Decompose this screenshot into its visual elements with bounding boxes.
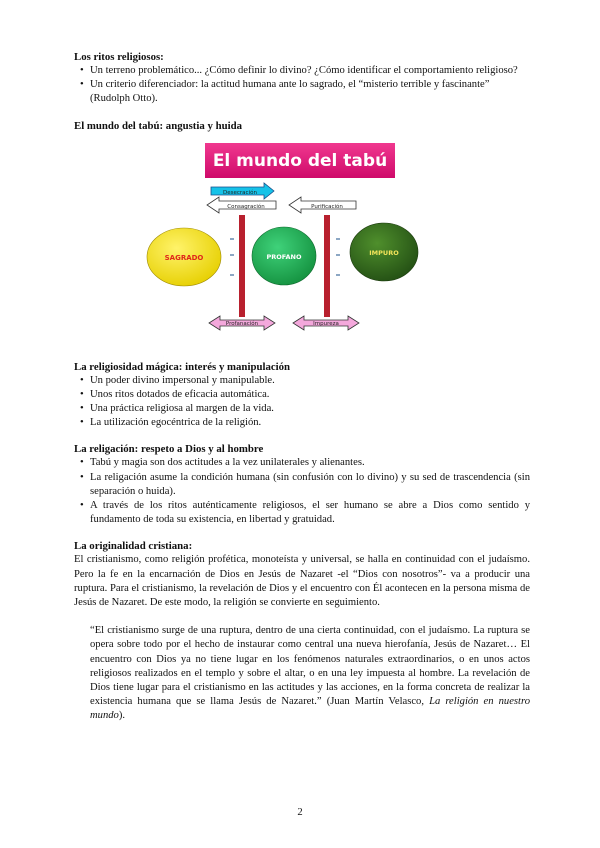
svg-text:Profanación: Profanación [225,320,259,327]
bullet-list [74,64,530,107]
circle-sagrado [147,228,221,286]
bar-left [239,215,245,317]
arrow-desecracion [211,183,274,199]
quote-source-title: La religión en nuestro mundo [90,696,530,722]
section-magica [74,360,530,431]
svg-text:Purificación: Purificación [311,203,343,210]
arrow-impureza [293,316,359,330]
list-item: • Tabú y magia son dos actitudes a la vez unilaterales y alienantes. [84,456,530,470]
svg-text:Desecración: Desecración [223,189,257,196]
bullet-list [74,374,530,431]
list-item: • Unos ritos dotados de eficacia automática. [84,388,530,402]
section-ritos [74,50,530,107]
section-heading: La religiosidad mágica: interés y manipulación [74,360,291,373]
list-item: • La religación asume la condición humana (sin confusión con lo divino) y su sed de trascendencia (sin separación o huida). [84,471,530,499]
quote-end: ). [118,710,126,722]
document-page [74,50,530,736]
svg-text:Consagración: Consagración [227,203,265,210]
list-item: • Una práctica religiosa al margen de la vida. [84,402,530,416]
section-religacion [74,442,530,527]
svg-text:Impureza: Impureza [313,320,339,327]
tabu-diagram-svg [74,143,530,348]
list-item: • Un terreno problemático... ¿Cómo definir lo divino? ¿Cómo identificar el comportamiento religioso? [84,64,530,78]
list-item: • La utilización egocéntrica de la religión. [84,416,530,430]
section-heading: La religación: respeto a Dios y al hombre [74,443,264,456]
arrow-consagracion [207,197,276,213]
block-quote [90,624,530,723]
bar-right [324,215,330,317]
svg-text:IMPURO: IMPURO [369,248,399,257]
section-tabu [74,119,530,133]
diagram-title: El mundo del tabú [212,150,388,171]
body-paragraph: El cristianismo, como religión profética, monoteísta y universal, se halla en continuidad con el judaísmo. Pero la fe en la encarnación de Dios en Jesús de Nazaret -el “Dios con nosotros”- va a producir una ruptura. Para el cristianismo, la revelación de Dios y el encuentro con Él acontecen en la persona misma de Jesús de Nazaret. De este modo, la religión se convierte en seguimiento. [74,554,530,609]
svg-text:SAGRADO: SAGRADO [164,253,204,262]
quote-text: “El cristianismo surge de una ruptura, dentro de una cierta continuidad, con el judaísmo. La ruptura se opera sobre todo por el hecho de instaurar como central una nueva hierofanía, Jesús de Nazaret… El encuentro con Dios ya no tiene lugar en los fenómenos naturales extraordinarios, o en unos actos religiosos realizados en el templo y sobre el altar, o en una ley impuesta al hombre. La revelación de Dios tiene lugar para el cristianismo en las actitudes y las acciones, en la forma concreta de realizar la existencia humana que se llama Jesús de Nazaret.” (Juan Martín Velasco, [90,625,530,708]
svg-text:PROFANO: PROFANO [266,252,302,261]
tabu-diagram [74,143,530,348]
section-heading: El mundo del tabú: angustia y huida [74,119,243,132]
section-heading: La originalidad cristiana: [74,540,193,553]
section-heading: Los ritos religiosos: [74,51,164,63]
circle-impuro [350,223,418,281]
arrow-profanacion [209,316,275,330]
bullet-list [74,456,530,527]
circle-profano [252,227,316,285]
list-item: • Un poder divino impersonal y manipulable. [84,374,530,388]
section-cristiana [74,539,530,723]
arrow-purificacion [289,197,356,213]
list-item: • Un criterio diferenciador: la actitud humana ante lo sagrado, el “misterio terrible y fascinante” (Rudolph Otto). [84,78,530,106]
list-item: • A través de los ritos auténticamente religiosos, el ser humano se abre a Dios como sentido y fundamento de toda su existencia, en libertad y gratuidad. [84,499,530,527]
page-number: 2 [297,807,303,818]
